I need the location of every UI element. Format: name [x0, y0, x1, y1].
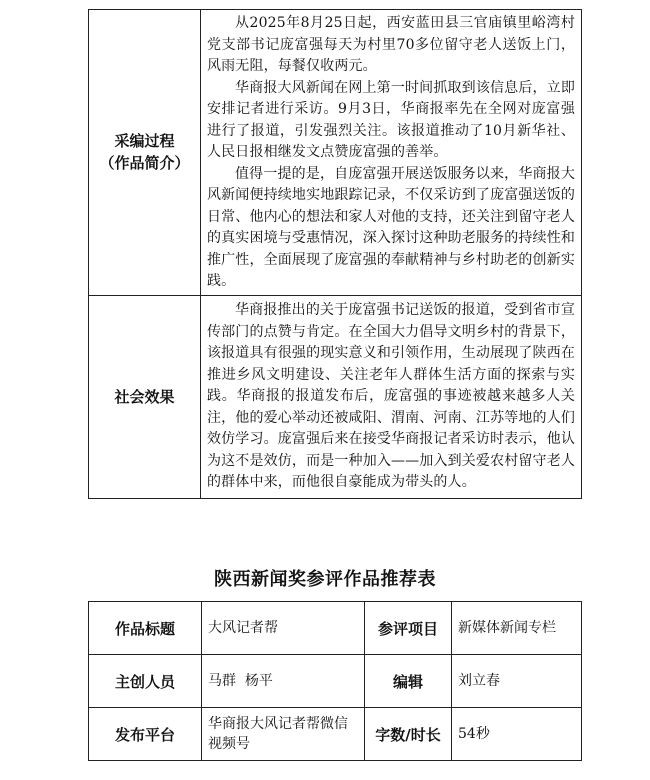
field-label-title: 作品标题 — [89, 602, 202, 655]
field-value-title: 大风记者帮 — [202, 602, 365, 655]
field-label-creators: 主创人员 — [89, 655, 202, 708]
paragraph: 从2025年8月25日起，西安蓝田县三官庙镇里峪湾村党支部书记庞富强每天为村里70多位留守老人送饭上门，风雨无阻，每餐仅收两元。 — [207, 15, 575, 74]
field-label-editor: 编辑 — [365, 655, 452, 708]
table-row — [89, 708, 582, 761]
process-text-cell — [201, 10, 582, 296]
field-value-editor: 刘立春 — [452, 655, 582, 708]
row-label-process — [89, 10, 201, 296]
table-row — [89, 295, 582, 498]
recommendation-form-table — [88, 601, 582, 761]
field-label-platform: 发布平台 — [89, 708, 202, 761]
paragraph: 华商报推出的关于庞富强书记送饭的报道，受到省市宣传部门的点赞与肯定。在全国大力倡导文明乡村的背景下，该报道具有很强的现实意义和引领作用，生动展现了陕西在推进乡风文明建设、关注老年人群体生活方面的探索与实践。华商报的报道发布后，庞富强的事迹被越来越多人关注，他的爱心举动还被咸阳、渭南、河南、江苏等地的人们效仿学习。庞富强后来在接受华商报记者采访时表示，他认为这不是效仿，而是一种加入——加入到关爱农村留守老人的群体中来，而他很自豪能成为带头的人。 — [207, 302, 575, 491]
table-row — [89, 10, 582, 296]
field-label-category: 参评项目 — [365, 602, 452, 655]
effect-text-cell — [201, 295, 582, 498]
work-description-table — [88, 9, 582, 499]
field-label-length: 字数/时长 — [365, 708, 452, 761]
row-label-line: （作品简介） — [99, 154, 190, 173]
form-title: 陕西新闻奖参评作品推荐表 — [214, 569, 436, 590]
table-row — [89, 655, 582, 708]
paragraph: 值得一提的是，自庞富强开展送饭服务以来，华商报大风新闻便持续地实地跟踪记录，不仅采访到了庞富强送饭的日常、他内心的想法和家人对他的支持，还关注到留守老人的真实困境与受惠情况，深入探讨这种助老服务的持续性和推广性，全面展现了庞富强的奉献精神与乡村助老的创新实践。 — [207, 165, 575, 289]
field-value-platform: 华商报大风记者帮微信视频号 — [202, 708, 365, 761]
row-label-line: 采编过程 — [114, 132, 175, 151]
field-value-length: 54秒 — [452, 708, 582, 761]
field-value-creators: 马群 杨平 — [202, 655, 365, 708]
paragraph: 华商报大风新闻在网上第一时间抓取到该信息后，立即安排记者进行采访。9月3日，华商报率先在全网对庞富强进行了报道，引发强烈关注。该报道推动了10月新华社、人民日报相继发文点赞庞富强的善举。 — [207, 79, 575, 160]
table-row — [89, 602, 582, 655]
row-label-line: 社会效果 — [114, 387, 175, 406]
field-value-category: 新媒体新闻专栏 — [452, 602, 582, 655]
row-label-effect — [89, 295, 201, 498]
